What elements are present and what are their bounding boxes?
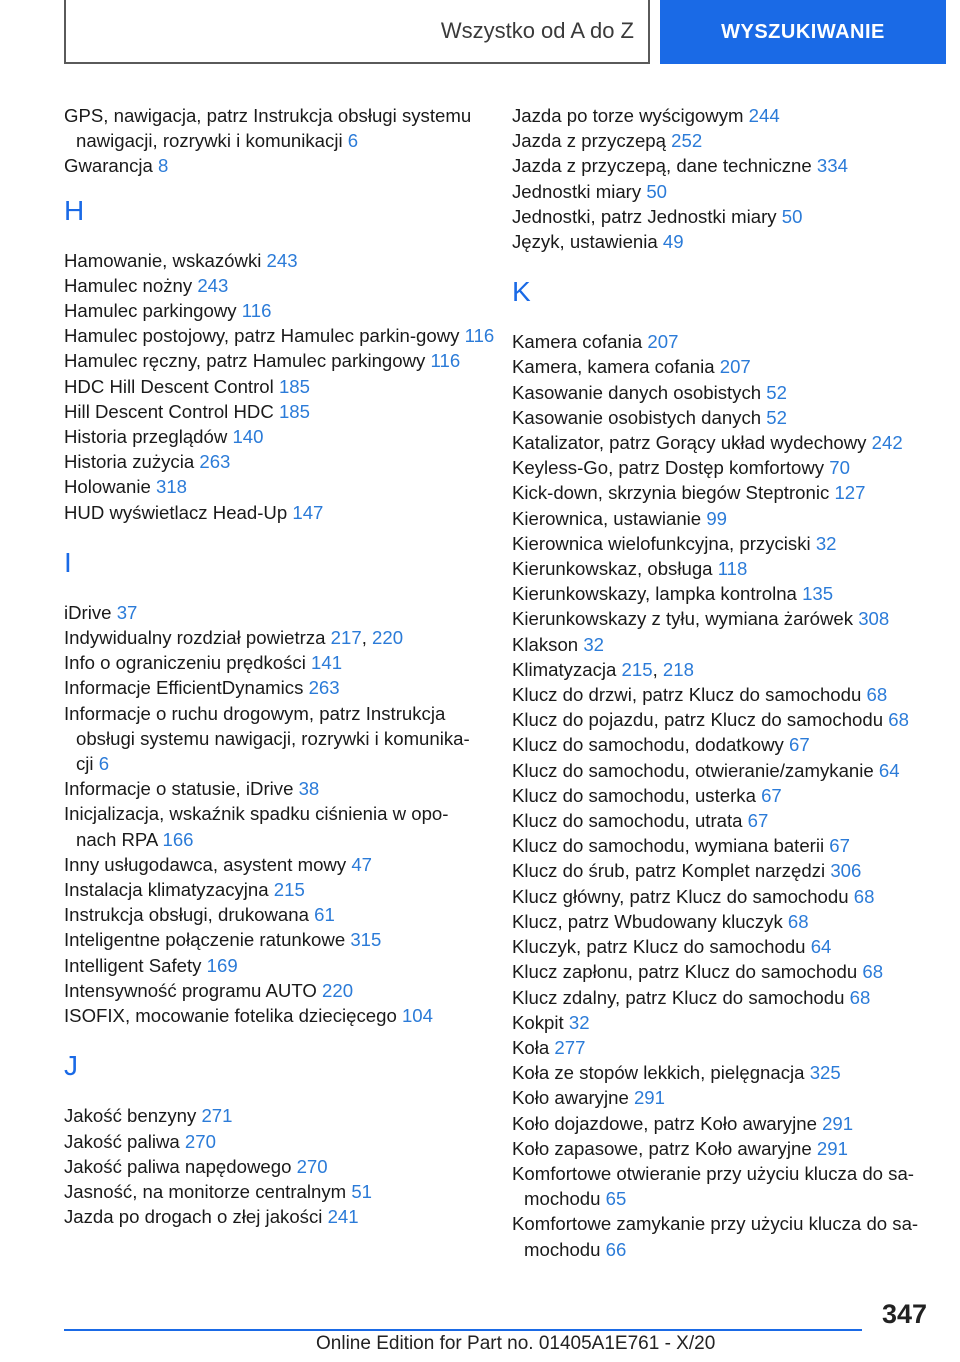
page-link[interactable]: 118 <box>717 558 748 580</box>
index-entry-text: Jednostki miary <box>512 180 642 202</box>
index-entry <box>512 531 932 556</box>
page-link[interactable]: 315 <box>350 929 382 951</box>
page-link[interactable]: 127 <box>834 482 866 504</box>
index-entry <box>512 480 932 505</box>
index-column-left <box>64 103 495 1229</box>
index-entry-text: Klucz do śrub, patrz Komplet narzędzi <box>512 860 826 882</box>
index-entry <box>64 852 484 877</box>
index-entry <box>512 707 932 732</box>
page-link[interactable]: 68 <box>849 986 871 1008</box>
section-letter: K <box>512 276 531 308</box>
index-entry <box>512 783 932 808</box>
page-link[interactable]: 65 <box>605 1188 627 1210</box>
page-link[interactable]: 185 <box>278 375 310 397</box>
index-entry-text: Kierunkowskazy, lampka kontrolna <box>512 583 797 605</box>
index-entry <box>512 985 932 1010</box>
index-entry-text: Jazda po torze wyścigowym <box>512 105 744 126</box>
index-entry <box>64 103 484 153</box>
tab-index-label: Wszystko od A do Z <box>440 18 634 43</box>
page-link[interactable]: 52 <box>766 381 787 403</box>
index-entry-text: Jakość paliwa <box>64 1130 180 1152</box>
index-entry <box>512 1136 932 1161</box>
page-link[interactable]: 218 <box>662 658 694 680</box>
index-entry-text: Klucz do samochodu, wymiana baterii <box>512 835 825 857</box>
index-entry <box>64 449 484 474</box>
index-entry-text: Komfortowe otwieranie przy użyciu klucza do sa‐mochodu <box>512 1162 914 1210</box>
footer-edition: Online Edition for Part no. 01405A1E761 - X/20 <box>316 1333 716 1354</box>
index-entry-text: HDC Hill Descent Control <box>64 375 274 397</box>
index-entry-text: Komfortowe zamykanie przy użyciu klucza do sa‐mochodu <box>512 1213 919 1260</box>
index-entry <box>512 758 932 783</box>
index-entry-text: Kamera, kamera cofania <box>512 356 715 378</box>
tab-search[interactable] <box>660 0 946 64</box>
index-entry-text: Instalacja klimatyzacyjna <box>64 879 269 901</box>
index-entry <box>64 248 484 273</box>
index-entry <box>512 1060 932 1085</box>
page-link[interactable]: 308 <box>858 608 890 630</box>
index-entry <box>64 701 484 777</box>
page-link[interactable]: 70 <box>829 457 850 479</box>
page-link[interactable]: 99 <box>706 507 727 529</box>
index-entry-text: Intensywność programu AUTO <box>64 979 317 1001</box>
page-link[interactable]: 291 <box>816 1137 848 1159</box>
page-link[interactable]: 271 <box>201 1105 233 1127</box>
page-link[interactable]: 241 <box>327 1206 359 1228</box>
index-entry-text: Jakość paliwa napędowego <box>64 1155 292 1177</box>
tab-search-label: WYSZUKIWANIE <box>721 20 885 43</box>
index-entry <box>512 204 932 229</box>
page-link[interactable]: 50 <box>781 205 803 227</box>
page-link[interactable]: 116 <box>241 300 272 322</box>
index-entry <box>512 1211 932 1261</box>
index-entry <box>64 902 484 927</box>
index-entry-text: Klucz do drzwi, patrz Klucz do samochodu <box>512 684 862 706</box>
page-link[interactable]: 52 <box>766 406 787 428</box>
index-entry-text: Hamulec ręczny, patrz Hamulec parkingowy <box>64 350 426 372</box>
page-link[interactable]: 6 <box>98 753 110 775</box>
index-entry <box>512 405 932 430</box>
page-link[interactable]: 116 <box>464 325 495 347</box>
index-entry-text: Klimatyzacja <box>512 658 617 680</box>
index-entry-text: Kokpit <box>512 1011 564 1033</box>
index-entry <box>512 1085 932 1110</box>
index-entry-text: Informacje EfficientDynamics <box>64 677 304 699</box>
index-entry <box>64 1129 484 1154</box>
index-entry <box>64 298 484 323</box>
page-link[interactable]: 207 <box>647 331 679 353</box>
index-entry-text: Jednostki, patrz Jednostki miary <box>512 205 777 227</box>
page-link[interactable]: 135 <box>802 583 834 605</box>
index-entry <box>512 329 932 354</box>
page-link[interactable]: 67 <box>789 734 810 756</box>
index-entry-text: Keyless-Go, patrz Dostęp komfortowy <box>512 457 825 479</box>
index-entry <box>64 675 484 700</box>
index-entry-text: Klakson <box>512 633 579 655</box>
page-link[interactable]: 47 <box>351 853 373 875</box>
index-entry-text: Historia zużycia <box>64 451 195 473</box>
index-entry <box>512 1111 932 1136</box>
index-entry-text: Język, ustawienia <box>512 231 658 253</box>
index-entry-text: Klucz główny, patrz Klucz do samochodu <box>512 885 849 907</box>
index-entry-text: GPS, nawigacja, patrz Instrukcja obsługi systemu nawigacji, rozrywki i komunikacji <box>64 105 472 152</box>
page-link[interactable]: 68 <box>862 961 884 983</box>
page-link[interactable]: 51 <box>351 1180 372 1202</box>
index-entry <box>512 430 932 455</box>
index-entry-text: Hamulec parkingowy <box>64 300 237 322</box>
page-link[interactable]: 215 <box>273 879 305 901</box>
index-entry-text: Jasność, na monitorze centralnym <box>64 1180 347 1202</box>
page-link[interactable]: 68 <box>888 709 909 731</box>
page-link[interactable]: 50 <box>646 180 668 202</box>
section-letter: I <box>64 546 72 578</box>
index-entry-text: HUD wyświetlacz Head-Up <box>64 501 288 523</box>
page-link[interactable]: 67 <box>747 810 769 832</box>
page-link[interactable]: 277 <box>554 1036 586 1058</box>
index-entry-text: Inny usługodawca, asystent mowy <box>64 853 347 875</box>
page-link[interactable]: 263 <box>199 451 231 473</box>
index-entry-text: Kamera cofania <box>512 331 643 353</box>
index-entry <box>512 128 932 153</box>
index-entry <box>64 1179 484 1204</box>
index-entry-text: Hamulec nożny <box>64 274 193 296</box>
index-entry-text: Info o ograniczeniu prędkości <box>64 652 306 674</box>
index-entry <box>512 1035 932 1060</box>
index-entry-text: Koło zapasowe, patrz Koło awaryjne <box>512 1137 812 1159</box>
page-link[interactable]: 252 <box>671 130 703 152</box>
index-entry-text: Hill Descent Control HDC <box>64 400 274 422</box>
index-entry-text: Holowanie <box>64 476 151 498</box>
index-entry <box>64 500 484 525</box>
page-link[interactable]: 185 <box>278 400 310 422</box>
index-entry-text: Kasowanie osobistych danych <box>512 406 762 428</box>
index-entry <box>64 953 484 978</box>
index-entry <box>64 374 484 399</box>
index-entry <box>512 380 932 405</box>
index-entry <box>64 348 484 373</box>
index-entry-text: ISOFIX, mocowanie fotelika dziecięcego <box>64 1005 397 1027</box>
index-entry-text: Katalizator, patrz Gorący układ wydechowy <box>512 432 867 454</box>
index-entry-text: Klucz, patrz Wbudowany kluczyk <box>512 910 783 932</box>
index-entry-text: Klucz zapłonu, patrz Klucz do samochodu <box>512 961 858 983</box>
index-entry <box>512 229 932 254</box>
page-link[interactable]: 244 <box>748 105 780 126</box>
index-entry <box>512 581 932 606</box>
index-entry-text: Jazda po drogach o złej jakości <box>64 1206 323 1228</box>
page-link[interactable]: 243 <box>266 249 298 271</box>
index-entry <box>64 801 484 851</box>
index-entry <box>512 959 932 984</box>
index-entry <box>64 399 484 424</box>
index-entry <box>512 682 932 707</box>
index-entry <box>64 1204 484 1229</box>
page-link[interactable]: 104 <box>401 1005 433 1027</box>
page-link[interactable]: 37 <box>116 601 138 623</box>
page-link[interactable]: 270 <box>296 1155 328 1177</box>
page-link[interactable]: 334 <box>816 155 848 177</box>
index-entry <box>64 978 484 1003</box>
index-entry <box>64 424 484 449</box>
index-entry <box>64 600 484 625</box>
index-entry-text: Koła ze stopów lekkich, pielęgnacja <box>512 1062 805 1084</box>
index-entry-text: Jakość benzyny <box>64 1105 197 1127</box>
page-link[interactable]: 291 <box>822 1112 854 1134</box>
index-entry-text: Klucz do samochodu, otwieranie/zamykanie <box>512 759 874 781</box>
index-entry-text: Inicjalizacja, wskaźnik spadku ciśnienia w opo‐nach RPA <box>64 803 449 850</box>
page-link[interactable]: 38 <box>298 778 320 800</box>
index-entry <box>512 103 932 128</box>
page-link[interactable]: 64 <box>810 936 832 958</box>
index-entry-text: Hamowanie, wskazówki <box>64 249 262 271</box>
page-link[interactable]: 49 <box>662 231 684 253</box>
page-number: 347 <box>881 1299 927 1329</box>
index-entry-text: Jazda z przyczepą, dane techniczne <box>512 155 812 177</box>
index-entry-text: Kierownica, ustawianie <box>512 507 702 529</box>
index-entry-text: Klucz zdalny, patrz Klucz do samochodu <box>512 986 845 1008</box>
page-link[interactable]: 263 <box>308 677 340 699</box>
page-link[interactable]: 169 <box>206 954 238 976</box>
page-link[interactable]: 67 <box>761 784 782 806</box>
index-entry <box>512 833 932 858</box>
page-link[interactable]: 220 <box>372 627 404 649</box>
page-link[interactable]: 306 <box>830 860 862 882</box>
index-entry-text: Kierunkowskazy z tyłu, wymiana żarówek <box>512 608 854 630</box>
tab-index[interactable] <box>64 0 650 64</box>
page-link[interactable]: 116 <box>430 350 461 372</box>
index-entry <box>512 179 932 204</box>
page-link[interactable]: 68 <box>866 684 888 706</box>
index-entry <box>64 1103 484 1128</box>
page-link[interactable]: 68 <box>853 885 875 907</box>
index-entry <box>64 474 484 499</box>
footer-divider <box>64 1329 862 1331</box>
index-entry <box>512 354 932 379</box>
index-entry-text: iDrive <box>64 601 112 623</box>
index-entry <box>512 632 932 657</box>
index-entry-text: Klucz do pojazdu, patrz Klucz do samochodu <box>512 709 884 731</box>
page-link[interactable]: 64 <box>878 759 900 781</box>
index-entry-text: Indywidualny rozdział powietrza <box>64 627 326 649</box>
page-link[interactable]: 6 <box>347 130 359 152</box>
page-link[interactable]: 140 <box>232 426 264 448</box>
index-entry-text: Kluczyk, patrz Klucz do samochodu <box>512 936 806 958</box>
page-link[interactable]: 318 <box>156 476 188 498</box>
page-link[interactable]: 270 <box>184 1130 216 1152</box>
index-entry-text: Kierownica wielofunkcyjna, przyciski <box>512 532 811 554</box>
index-entry-text: Koło dojazdowe, patrz Koło awaryjne <box>512 1112 817 1134</box>
index-entry <box>512 934 932 959</box>
page-link[interactable]: 68 <box>787 910 809 932</box>
page-link[interactable]: 32 <box>568 1011 590 1033</box>
index-entry <box>64 776 484 801</box>
page-link[interactable]: 166 <box>162 828 194 850</box>
index-entry <box>64 927 484 952</box>
index-entry <box>512 1161 932 1211</box>
index-entry <box>512 556 932 581</box>
page-link[interactable]: 32 <box>815 532 837 554</box>
index-entry-text: Koło awaryjne <box>512 1087 629 1109</box>
index-entry <box>512 606 932 631</box>
page-link[interactable]: 215 <box>621 658 653 680</box>
index-entry-text: Inteligentne połączenie ratunkowe <box>64 929 346 951</box>
index-entry <box>512 732 932 757</box>
page-link[interactable]: 66 <box>605 1238 627 1260</box>
index-entry-text: Kick-down, skrzynia biegów Steptronic <box>512 482 830 504</box>
page-link[interactable]: 147 <box>292 501 324 523</box>
index-entry <box>64 1003 484 1028</box>
index-entry <box>512 1010 932 1035</box>
index-entry-text: Klucz do samochodu, utrata <box>512 810 743 832</box>
page-link[interactable]: 8 <box>158 155 169 177</box>
page-link[interactable]: 141 <box>311 652 343 674</box>
page-link[interactable]: 32 <box>583 633 605 655</box>
index-entry <box>64 877 484 902</box>
index-entry <box>512 153 932 178</box>
index-entry-text: Historia przeglądów <box>64 426 228 448</box>
page-link[interactable]: 207 <box>719 356 751 378</box>
index-entry <box>64 153 484 178</box>
section-letter: H <box>64 194 85 226</box>
index-entry <box>512 506 932 531</box>
page-link[interactable]: 291 <box>633 1087 665 1109</box>
index-entry <box>512 884 932 909</box>
index-entry-text: Klucz do samochodu, usterka <box>512 784 756 806</box>
page-link[interactable]: 67 <box>829 835 850 857</box>
index-column-right <box>512 103 932 1262</box>
index-entry <box>64 323 495 348</box>
page-link[interactable]: 61 <box>314 904 335 926</box>
index-entry-text: Instrukcja obsługi, drukowana <box>64 904 309 926</box>
page-link[interactable]: 220 <box>322 979 354 1001</box>
index-entry <box>64 273 484 298</box>
index-entry-text: Klucz do samochodu, dodatkowy <box>512 734 784 756</box>
index-entry <box>64 650 484 675</box>
index-entry-text: Hamulec postojowy, patrz Hamulec parkin‐gowy <box>64 325 460 347</box>
index-entry-text: Kasowanie danych osobistych <box>512 381 762 403</box>
index-entry <box>512 455 932 480</box>
index-entry <box>512 858 932 883</box>
index-entry <box>512 909 932 934</box>
index-entry <box>64 1154 484 1179</box>
index-entry-text: Informacje o ruchu drogowym, patrz Instrukcja obsługi systemu nawigacji, rozrywki i komunika‐cji <box>64 702 470 775</box>
index-entry-text: Gwarancja <box>64 155 153 177</box>
page-link[interactable]: 217 <box>330 627 362 649</box>
index-entry-text: Jazda z przyczepą <box>512 130 666 152</box>
index-entry-text: Informacje o statusie, iDrive <box>64 778 294 800</box>
index-entry: Indywidualny rozdział powietrza 217, 220 <box>64 627 404 649</box>
index-entry: Klimatyzacja 215, 218 <box>512 658 694 680</box>
page-link[interactable]: 325 <box>809 1062 841 1084</box>
section-letter: J <box>64 1050 78 1082</box>
page-link[interactable]: 243 <box>197 274 229 296</box>
page-link[interactable]: 242 <box>871 432 903 454</box>
index-entry-text: Intelligent Safety <box>64 954 202 976</box>
index-entry <box>512 808 932 833</box>
index-entry-text: Koła <box>512 1036 550 1058</box>
index-entry-text: Kierunkowskaz, obsługa <box>512 558 713 580</box>
